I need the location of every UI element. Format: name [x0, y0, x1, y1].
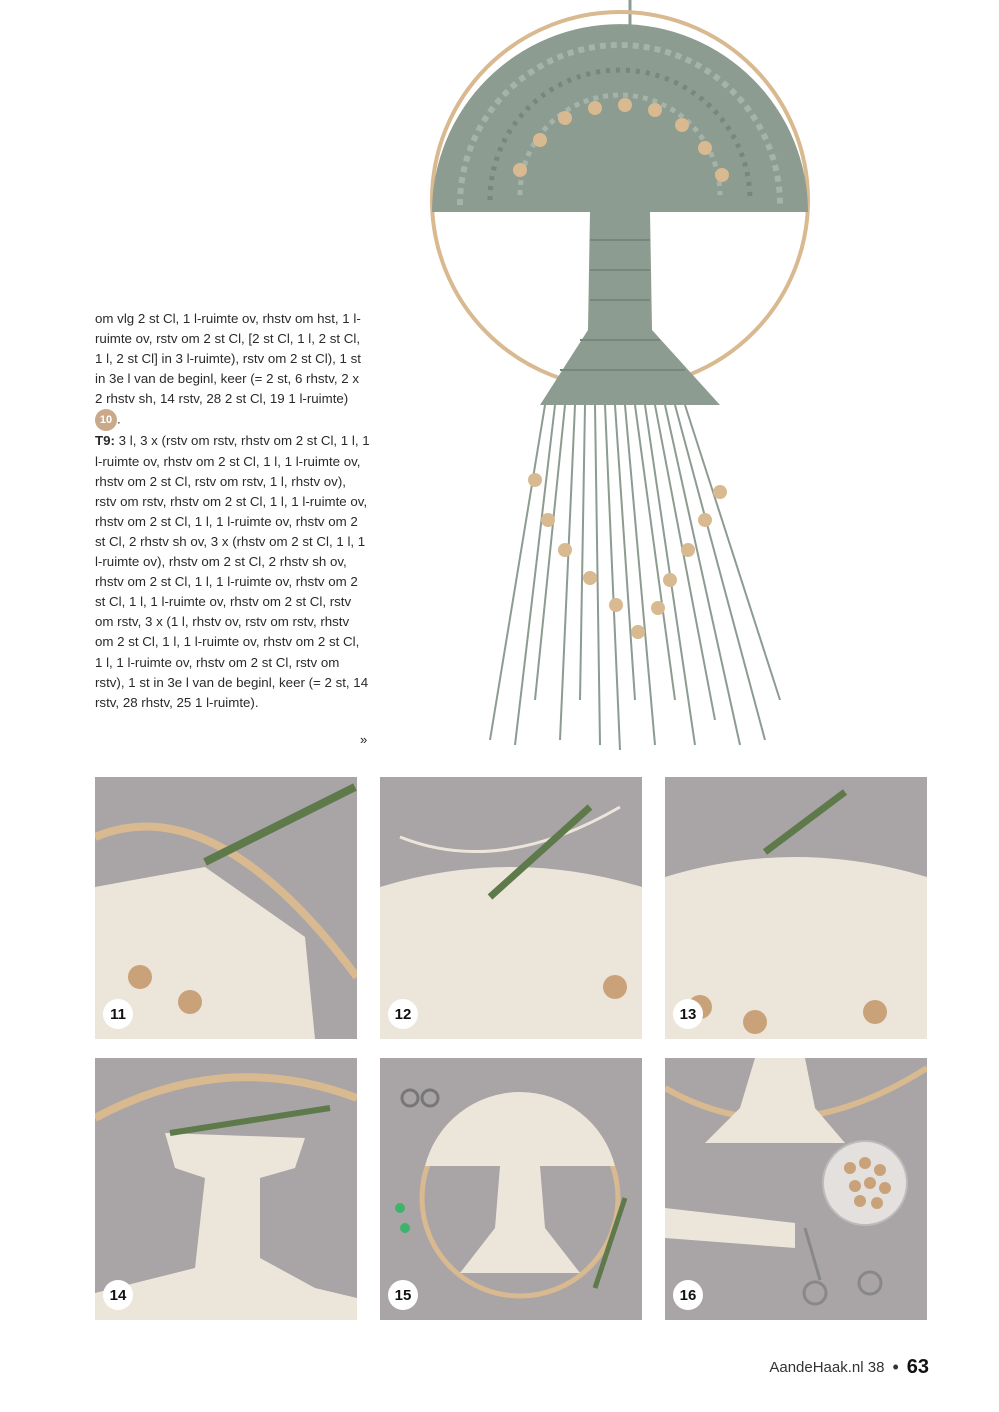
step-number-11: 11: [103, 999, 133, 1029]
step-photo-16: [665, 1058, 927, 1320]
round-label-t9: T9:: [95, 433, 115, 449]
page-number: 63: [906, 1356, 929, 1378]
step-number-12: 12: [388, 999, 418, 1029]
step-number-13: 13: [673, 999, 703, 1029]
pattern-paragraph-round-9: [95, 431, 370, 712]
footer-site: AandeHaak.nl 38: [769, 1359, 885, 1376]
pattern-text: [95, 309, 370, 713]
footer-bullet: •: [892, 1357, 899, 1377]
step-number-15: 15: [388, 1280, 418, 1310]
step-photo-13: [665, 777, 927, 1039]
pattern-paragraph-intro: [95, 309, 370, 431]
round-text-t9: 3 l, 3 x (rstv om rstv, rhstv om 2 st Cl, 1 l, 1 l-ruimte ov, rhstv om 2 st Cl, 1 l, 1 l-ruimte ov, rhstv om 2 st Cl, rstv om rstv, 1 l, rhstv ov), rstv om rstv, rhstv om 2 st Cl, 1 l, 1 l-ruimte ov, rhstv om 2 st Cl, 1 l, 1 l-ruimte ov, rhstv om 2 st Cl, 2 rhstv sh ov, 3 x (rhstv om 2 st Cl, 1 l, 1 l-ruimte ov), rhstv om 2 st Cl, 2 rhstv sh ov, rhstv om 2 st Cl, 1 l, 1 l-ruimte ov, rhstv om 2 st Cl, 1 l, 1 l-ruimte ov, rhstv om 2 st Cl, rstv om rstv, 3 x (1 l, rhstv ov, rstv om rstv, rhstv om 2 st Cl, 1 l, 1 l-ruimte ov, rhstv om 2 st Cl, 1 l, 1 l-ruimte ov, rhstv om 2 st Cl, rstv om rstv), 1 st in 3e l van de beginl, keer (= 2 st, 14 rstv, 28 rhstv, 25 1 l-ruimte).: [95, 433, 370, 710]
step-number-14: 14: [103, 1280, 133, 1310]
step-badge-10: 10: [95, 409, 117, 431]
step-number-16: 16: [673, 1280, 703, 1310]
pattern-intro: om vlg 2 st Cl, 1 l-ruimte ov, rhstv om hst, 1 l-ruimte ov, rstv om 2 st Cl, [2 st Cl, 1 l, 2 st Cl, 1 l, 2 st Cl] in 3 l-ruimte), rstv om 2 st Cl), 1 st in 3e l van de beginl, keer (= 2 st, 6 rhstv, 2 x 2 rhstv sh, 14 rstv, 28 2 st Cl, 19 1 l-ruimte): [95, 311, 361, 407]
page-footer: [769, 1356, 929, 1379]
step-photo-14: [95, 1058, 357, 1320]
hero-photo-tree-of-life: [420, 0, 820, 760]
continue-mark: »: [360, 732, 368, 747]
step-photo-12: [380, 777, 642, 1039]
pattern-intro-end: .: [117, 411, 121, 427]
step-photo-11: [95, 777, 357, 1039]
step-photo-15: [380, 1058, 642, 1320]
